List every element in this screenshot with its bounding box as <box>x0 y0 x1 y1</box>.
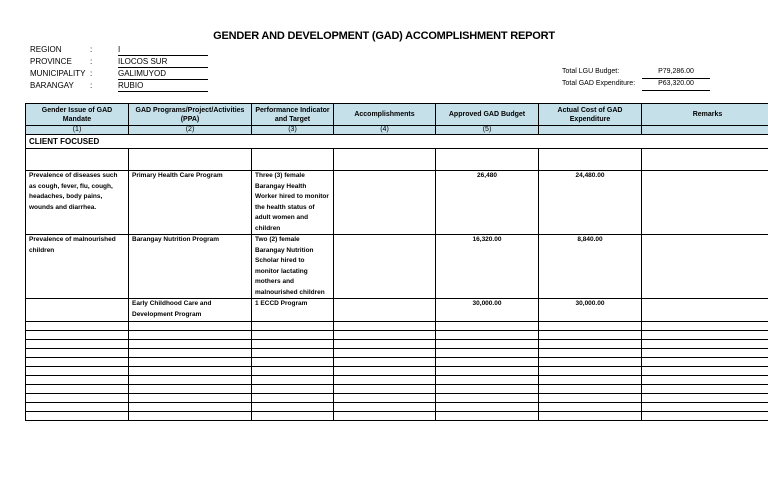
empty-cell <box>26 358 129 367</box>
empty-cell <box>436 349 539 358</box>
ppa-cell: Early Childhood Care and Development Program <box>129 299 252 322</box>
column-number-row <box>26 126 768 135</box>
empty-cell <box>334 322 436 331</box>
table-row <box>26 340 768 349</box>
col-number: (2) <box>129 126 252 135</box>
empty-cell <box>642 149 768 171</box>
col-number: (5) <box>436 126 539 135</box>
empty-cell <box>642 403 768 412</box>
colon: : <box>90 81 93 90</box>
empty-cell <box>436 331 539 340</box>
empty-cell <box>436 394 539 403</box>
empty-cell <box>642 394 768 403</box>
empty-cell <box>642 331 768 340</box>
empty-cell <box>642 412 768 421</box>
colon: : <box>90 69 93 78</box>
empty-cell <box>252 385 334 394</box>
empty-cell <box>129 367 252 376</box>
empty-cell <box>129 403 252 412</box>
actual-cost-cell: 24,480.00 <box>539 171 642 235</box>
accomplishment-cell <box>334 235 436 299</box>
empty-cell <box>252 376 334 385</box>
colon: : <box>90 57 93 66</box>
region-value: I <box>118 44 208 56</box>
col-number <box>642 126 768 135</box>
table-row <box>26 349 768 358</box>
empty-cell <box>539 358 642 367</box>
remarks-cell <box>642 235 768 299</box>
empty-cell <box>252 349 334 358</box>
empty-cell <box>539 376 642 385</box>
empty-cell <box>436 358 539 367</box>
approved-budget-cell: 30,000.00 <box>436 299 539 322</box>
col-header-remarks: Remarks <box>642 104 768 126</box>
table-row <box>26 403 768 412</box>
empty-cell <box>26 412 129 421</box>
col-number: (4) <box>334 126 436 135</box>
empty-cell <box>642 385 768 394</box>
table-row <box>26 299 768 322</box>
empty-cell <box>539 412 642 421</box>
accomplishment-cell <box>334 171 436 235</box>
empty-cell <box>252 331 334 340</box>
table-row <box>26 149 768 171</box>
empty-cell <box>252 367 334 376</box>
empty-cell <box>334 376 436 385</box>
empty-cell <box>334 403 436 412</box>
section-title: CLIENT FOCUSED <box>26 135 768 149</box>
empty-cell <box>334 349 436 358</box>
empty-cell <box>129 376 252 385</box>
municipality-label: MUNICIPALITY <box>30 69 86 78</box>
table-row <box>26 171 768 235</box>
blank-rows <box>26 322 768 421</box>
empty-cell <box>539 403 642 412</box>
empty-cell <box>26 403 129 412</box>
col-number <box>539 126 642 135</box>
empty-cell <box>539 322 642 331</box>
empty-cell <box>129 149 252 171</box>
gad-expenditure-value: P63,320.00 <box>642 80 710 91</box>
actual-cost-cell: 30,000.00 <box>539 299 642 322</box>
empty-cell <box>26 322 129 331</box>
empty-cell <box>642 376 768 385</box>
province-label: PROVINCE <box>30 57 72 66</box>
section-row <box>26 135 768 149</box>
ppa-cell: Primary Health Care Program <box>129 171 252 235</box>
empty-cell <box>26 331 129 340</box>
table-row <box>26 322 768 331</box>
col-header-actual-cost: Actual Cost of GAD Expenditure <box>539 104 642 126</box>
empty-cell <box>539 394 642 403</box>
empty-cell <box>539 349 642 358</box>
table-row <box>26 394 768 403</box>
province-value: ILOCOS SUR <box>118 56 208 68</box>
empty-cell <box>436 340 539 349</box>
gender-issue-cell: Prevalence of diseases such as cough, fever, flu, cough, headaches, body pains, wounds and diarrhea. <box>26 171 129 235</box>
col-header-indicator: Performance Indicator and Target <box>252 104 334 126</box>
col-header-gender-issue: Gender Issue of GAD Mandate <box>26 104 129 126</box>
col-header-ppa: GAD Programs/Project/Activities (PPA) <box>129 104 252 126</box>
empty-cell <box>252 403 334 412</box>
empty-cell <box>26 367 129 376</box>
indicator-cell: 1 ECCD Program <box>252 299 334 322</box>
gender-issue-cell: Prevalence of malnourished children <box>26 235 129 299</box>
empty-cell <box>436 403 539 412</box>
municipality-value: GALIMUYOD <box>118 68 208 80</box>
empty-cell <box>129 358 252 367</box>
barangay-value: RUBIO <box>118 80 208 92</box>
empty-cell <box>129 322 252 331</box>
empty-cell <box>436 322 539 331</box>
col-number: (1) <box>26 126 129 135</box>
empty-cell <box>129 412 252 421</box>
empty-cell <box>129 385 252 394</box>
approved-budget-cell: 26,480 <box>436 171 539 235</box>
accomplishment-cell <box>334 299 436 322</box>
empty-cell <box>436 149 539 171</box>
empty-cell <box>26 149 129 171</box>
gender-issue-cell <box>26 299 129 322</box>
empty-cell <box>539 385 642 394</box>
ppa-cell: Barangay Nutrition Program <box>129 235 252 299</box>
lgu-budget-label: Total LGU Budget: <box>562 68 620 75</box>
empty-cell <box>26 385 129 394</box>
remarks-cell <box>642 299 768 322</box>
table-row <box>26 412 768 421</box>
empty-cell <box>252 149 334 171</box>
empty-cell <box>129 349 252 358</box>
empty-cell <box>334 385 436 394</box>
empty-cell <box>252 358 334 367</box>
table-row <box>26 235 768 299</box>
colon: : <box>90 45 93 54</box>
empty-cell <box>642 358 768 367</box>
empty-cell <box>252 412 334 421</box>
remarks-cell <box>642 171 768 235</box>
empty-cell <box>334 412 436 421</box>
empty-cell <box>129 331 252 340</box>
empty-cell <box>436 412 539 421</box>
table-row <box>26 385 768 394</box>
region-label: REGION <box>30 45 62 54</box>
barangay-label: BARANGAY <box>30 81 74 90</box>
empty-cell <box>436 385 539 394</box>
empty-cell <box>539 340 642 349</box>
table-row <box>26 367 768 376</box>
empty-cell <box>26 349 129 358</box>
table-row <box>26 376 768 385</box>
col-header-accomplishments: Accomplishments <box>334 104 436 126</box>
empty-cell <box>334 367 436 376</box>
empty-cell <box>334 394 436 403</box>
accomplishment-table <box>25 103 768 421</box>
empty-cell <box>334 358 436 367</box>
col-number: (3) <box>252 126 334 135</box>
approved-budget-cell: 16,320.00 <box>436 235 539 299</box>
empty-cell <box>642 367 768 376</box>
empty-cell <box>26 376 129 385</box>
lgu-budget-value: P79,286.00 <box>642 68 710 79</box>
empty-cell <box>642 340 768 349</box>
empty-cell <box>436 376 539 385</box>
empty-cell <box>334 340 436 349</box>
gad-expenditure-label: Total GAD Expenditure: <box>562 80 636 87</box>
empty-cell <box>129 394 252 403</box>
report-title: GENDER AND DEVELOPMENT (GAD) ACCOMPLISHMENT REPORT <box>213 30 555 42</box>
empty-cell <box>26 394 129 403</box>
empty-cell <box>252 394 334 403</box>
empty-cell <box>642 322 768 331</box>
indicator-cell: Three (3) female Barangay Health Worker hired to monitor the health status of adult women and children <box>252 171 334 235</box>
actual-cost-cell: 8,840.00 <box>539 235 642 299</box>
col-header-approved-budget: Approved GAD Budget <box>436 104 539 126</box>
table-row <box>26 358 768 367</box>
table-row <box>26 331 768 340</box>
empty-cell <box>252 322 334 331</box>
empty-cell <box>129 340 252 349</box>
empty-cell <box>334 331 436 340</box>
empty-cell <box>26 340 129 349</box>
empty-cell <box>642 349 768 358</box>
empty-cell <box>252 340 334 349</box>
empty-cell <box>334 149 436 171</box>
empty-cell <box>436 367 539 376</box>
empty-cell <box>539 149 642 171</box>
table-header-row <box>26 104 768 126</box>
empty-cell <box>539 331 642 340</box>
empty-cell <box>539 367 642 376</box>
indicator-cell: Two (2) female Barangay Nutrition Scholar hired to monitor lactating mothers and malnourished children <box>252 235 334 299</box>
